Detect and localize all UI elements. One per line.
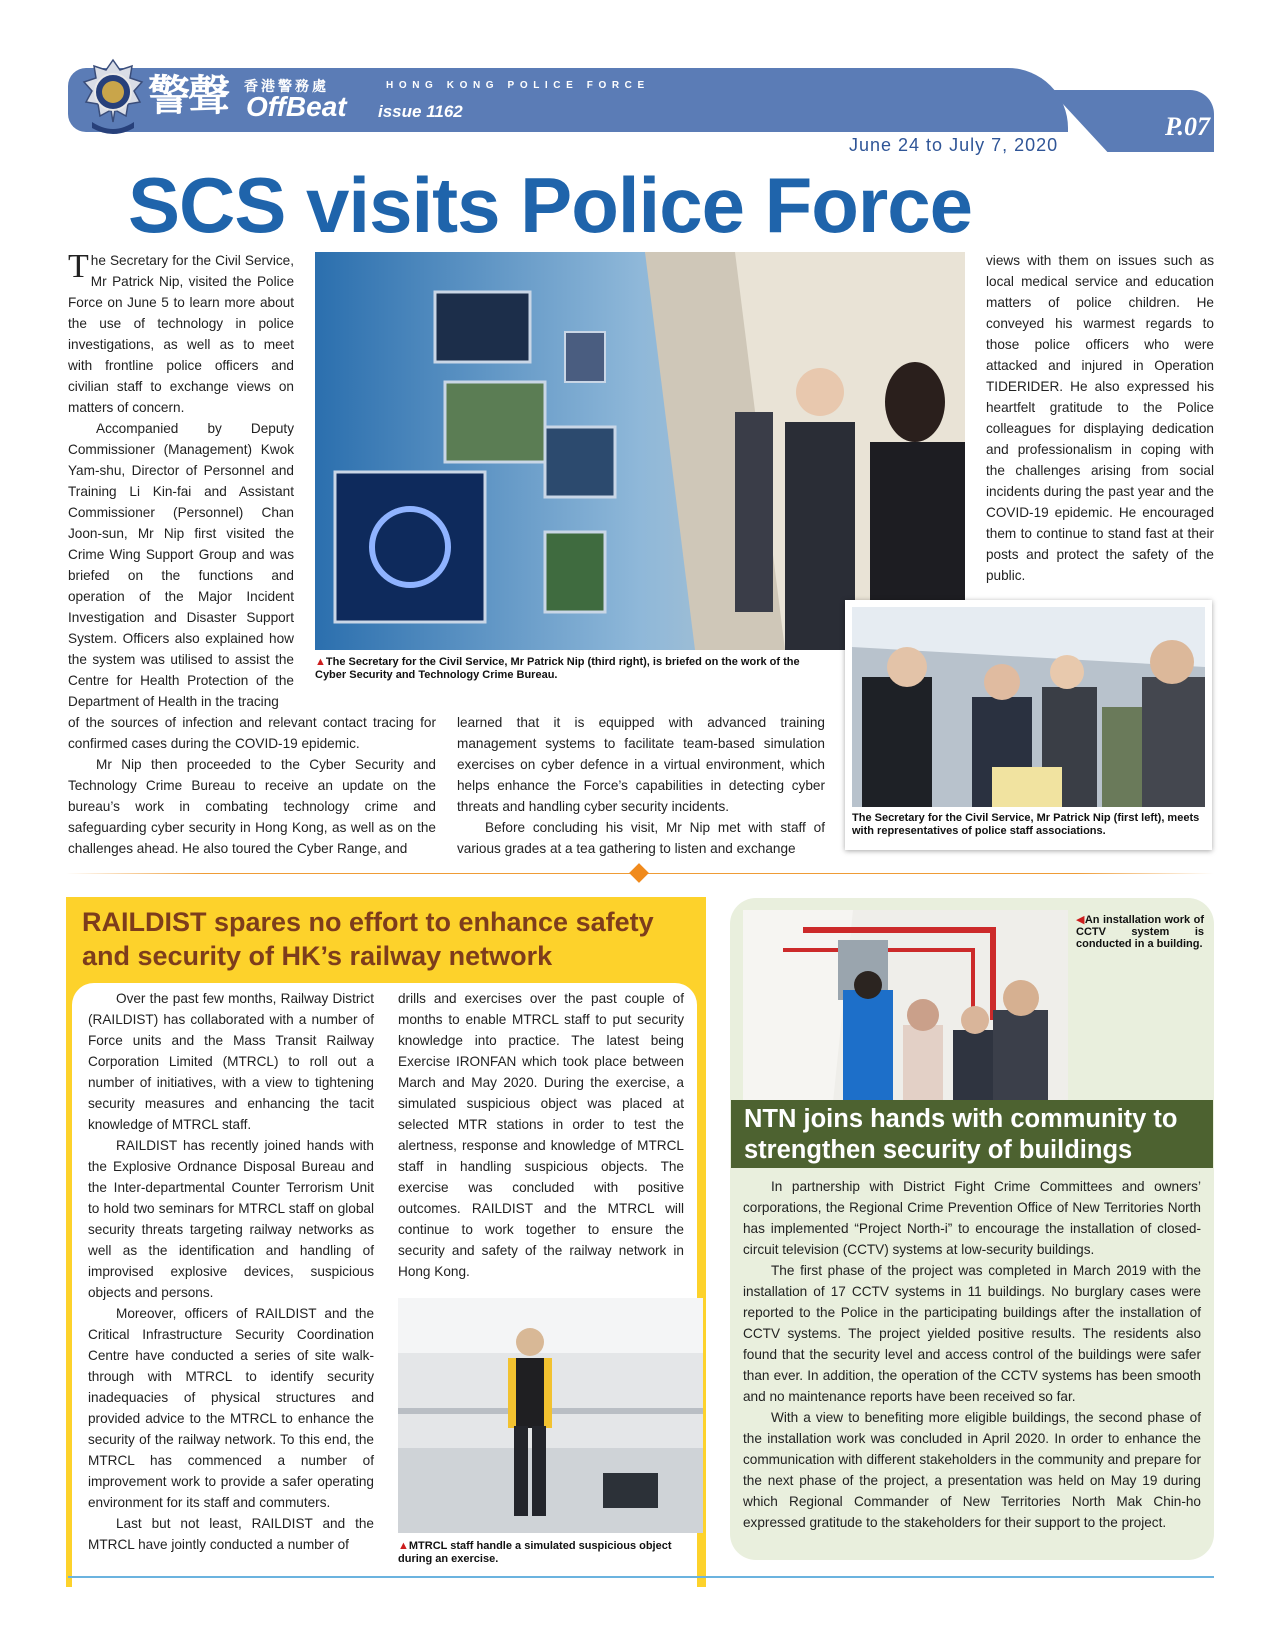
main-col1-p3: Mr Nip then proceeded to the Cyber Security and Technology Crime Bureau to receive an update on the bureau’s work in combating technology crime and safeguarding cyber security in Hong Kong, as well as on the challenges ahead. He also toured the Cyber Range, and <box>68 757 436 856</box>
main-col1-cont: of the sources of infection and relevant contact tracing for confirmed cases during the COVID-19 epidemic. <box>68 715 436 751</box>
caption-marker-icon: ▲ <box>398 1540 409 1552</box>
main-headline: SCS visits Police Force <box>128 161 973 249</box>
photo-staff-associations <box>852 607 1205 807</box>
logo-chinese: 警聲 <box>148 72 229 119</box>
rail-col2 <box>398 988 684 1282</box>
ntn-p3: With a view to benefiting more eligible buildings, the second phase of the installation work was concluded in April 2020. In order to enhance the communication with different stakeholders in the community and prepare for the next phase of the project, a presentation was held on May 19 during which Regional Commander of New Territories North Mak Chin-ho expressed gratitude to the stakeholders for their support to the project. <box>743 1410 1201 1530</box>
main-col2 <box>457 712 825 859</box>
divider-diamond <box>629 863 649 883</box>
issue-date: June 24 to July 7, 2020 <box>849 135 1059 155</box>
main-col1-p1: The Secretary for the Civil Service, Mr Patrick Nip, visited the Police Force on June 5 to learn more about the use of technology in police investigations, as well as to meet with frontline police officers and civilian staff to exchange views on matters of concern. <box>68 248 294 415</box>
ntn-p2: The first phase of the project was completed in March 2019 with the installation of 17 CCTV systems in 11 buildings. No burglary cases were reported to the Police in the participating buildings after the installation of CCTV systems. The project yielded positive results. The residents also found that the security level and access control of the buildings were safer than ever. In addition, the operation of the CCTV systems has been smooth and no maintenance reports have been received so far. <box>743 1263 1201 1404</box>
rail-col1-p3: Moreover, officers of RAILDIST and the Critical Infrastructure Security Coordination Centre have conducted a series of site walk-through with MTRCL to identify security inadequacies of physical structures and provided advice to the MTRCL to enhance the security of the railway network. To this end, the MTRCL has commenced a number of improvement work to provide a safer operating environment for its staff and commuters. <box>88 1306 374 1510</box>
main-col2-p2: Before concluding his visit, Mr Nip met with staff of various grades at a tea gathering to listen and exchange <box>457 820 825 856</box>
rail-col1-p4: Last but not least, RAILDIST and the MTRCL have jointly conducted a number of <box>88 1516 374 1552</box>
rail-col1 <box>88 988 374 1555</box>
dropcap: T <box>68 248 89 285</box>
rail-col1-p1: Over the past few months, Railway District (RAILDIST) has collaborated with a number of Force units and the Mass Transit Railway Corporation Limited (MTRCL) to roll out a number of initiatives, with a view to tightening security measures and enhancing the tacit knowledge of MTRCL staff. <box>88 991 374 1132</box>
ntn-p1: In partnership with District Fight Crime Committees and owners’ corporations, the Regional Crime Prevention Office of New Territories North has implemented “Project North-i” to encourage the installation of closed-circuit television (CCTV) systems at low-security buildings. <box>743 1179 1201 1257</box>
photo-mtr-exercise <box>398 1298 703 1533</box>
main-col3 <box>986 250 1214 586</box>
rail-story-title: RAILDIST spares no effort to enhance safety and security of HK’s railway network <box>82 907 654 971</box>
main-col3-p1: views with them on issues such as local medical service and education matters of police children. He conveyed his warmest regards to those police officers who were attacked and injured in Operation TIDERIDER. He also expressed his heartfelt gratitude to the Police colleagues for displaying dedication and professionalism in coping with the challenges arising from social incidents during the past year and the COVID-19 epidemic. He encouraged them to continue to stand fast at their posts and protect the safety of the public. <box>986 253 1214 583</box>
org-name: HONG KONG POLICE FORCE <box>386 80 650 91</box>
caption-staff-associations: The Secretary for the Civil Service, Mr Patrick Nip (first left), meets with representatives of police staff associations. <box>852 812 1200 837</box>
photo-cyber-bureau <box>315 252 965 650</box>
main-col1-bottom <box>68 712 436 859</box>
frame-staff-associations <box>845 600 1212 850</box>
ntn-col <box>743 1176 1201 1533</box>
photo-cctv-installation <box>743 910 1068 1102</box>
main-col1 <box>68 250 294 712</box>
logo-english: OffBeat <box>246 91 347 122</box>
caption-marker-icon: ▲ <box>315 656 326 668</box>
caption-mtr-exercise: ▲MTRCL staff handle a simulated suspicious object during an exercise. <box>398 1540 672 1565</box>
main-col1-p2: Accompanied by Deputy Commissioner (Management) Kwok Yam-shu, Director of Personnel and Training Li Kin-fai and Assistant Commissioner (Personnel) Chan Joon-sun, Mr Nip first visited the Crime Wing Support Group and was briefed on the functions and operation of the Major Incident Investigation and Disaster Support System. Officers also explained how the system was utilised to assist the Centre for Health Protection of the Department of Health in the tracing <box>68 421 294 709</box>
police-crest-icon <box>80 58 146 140</box>
ntn-story-title: NTN joins hands with community to strengthen security of buildings <box>731 1100 1213 1168</box>
page-number: P.07 <box>1165 112 1211 141</box>
rail-col1-p2: RAILDIST has recently joined hands with the Explosive Ordnance Disposal Bureau and the Inter-departmental Counter Terrorism Unit to hold two seminars for MTRCL staff on global security threats targeting railway networks as well as the identification and handling of improvised explosive devices, suspicious objects and persons. <box>88 1138 374 1300</box>
rail-col2-p1: drills and exercises over the past couple of months to enable MTRCL staff to put security knowledge into practice. The latest being Exercise IRONFAN which took place between March and May 2020. During the exercise, a simulated suspicious object was placed at selected MTR stations in order to test the alertness, response and knowledge of MTRCL staff in handling suspicious objects. The exercise was concluded with positive outcomes. RAILDIST and the MTRCL will continue to work together to ensure the security and safety of the railway network in Hong Kong. <box>398 991 684 1279</box>
logo-chinese-small: 香港警務處 <box>244 78 329 94</box>
caption-marker-left-icon: ◀ <box>1076 914 1085 926</box>
caption-cctv-installation: ◀An installation work of CCTV system is conducted in a building. <box>1076 914 1204 950</box>
main-col2-p1: learned that it is equipped with advanced training management systems to facilitate team-based simulation exercises on cyber defence in a virtual environment, which helps enhance the Force’s capabilities in detecting cyber threats and handling cyber security incidents. <box>457 715 825 814</box>
issue-number: issue 1162 <box>378 102 463 121</box>
bottom-rule <box>68 1576 1214 1578</box>
caption-cyber-bureau: ▲The Secretary for the Civil Service, Mr Patrick Nip (third right), is briefed on the work of the Cyber Security and Technology Crime Bureau. <box>315 656 800 681</box>
